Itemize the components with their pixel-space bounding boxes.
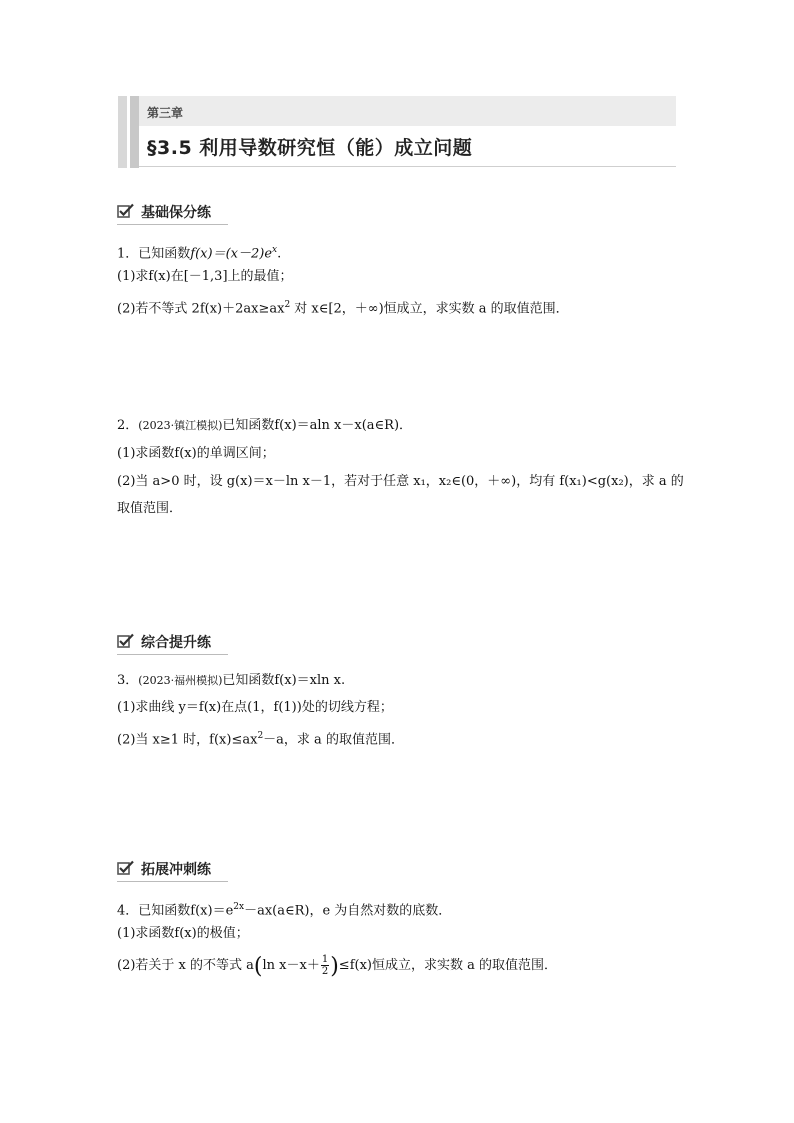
banner-stripe [118,96,127,168]
problem-1-part-1: (1)求f(x)在[－1,3]上的最值； [117,269,293,284]
problem-4-stem: 4．已知函数$f(x)=e^{2x}-ax(a\in R)$，e 为自然对数的底数． [117,902,452,919]
section-heading-extension [117,857,228,882]
checkbox-icon [117,860,134,875]
problem-4-part-1: (1)求函数f(x)的极值； [117,926,249,941]
problem-3-part-1: (1)求曲线 y＝f(x)在点(1，f(1))处的切线方程； [117,700,393,715]
checkbox-icon [117,203,134,218]
problem-2-part-2-cont: 取值范围． [117,501,183,516]
fraction-one-half: $\frac{1}{2}$ [321,954,329,977]
problem-3-stem: 3．(2023·福州模拟)已知函数f(x)＝xln x. [117,673,346,688]
section-label: 综合提升练 [141,635,211,651]
section-heading-basic [117,200,228,225]
problem-4-part-2: (2)若关于 x 的不等式 a(ln x－x＋ $\frac{1}{2}$ )≤f(x)恒成立，求实数 a 的取值范围． [117,954,557,979]
problem-2-part-2: (2)当 a>0 时，设 g(x)＝x－ln x－1，若对于任意 x₁，x₂∈(0，＋∞)，均有 f(x₁)<g(x₂)，求 a 的 [117,474,684,489]
checkbox-icon [117,633,134,648]
section-label: 基础保分练 [141,205,211,221]
section-label: 拓展冲刺练 [141,862,211,878]
problem-2-stem: 2．(2023·镇江模拟)已知函数f(x)＝aln x－x(a∈R)． [117,418,413,433]
problem-3-part-2: (2)当 x≥1 时，$f(x)\le ax^2-a$，求 a 的取值范围． [117,731,404,748]
chapter-label: 第三章 [147,106,184,120]
section-heading-comprehensive [117,630,228,655]
problem-1-part-2: (2)若不等式 $2f(x)+2ax\ge ax^2$ 对 x∈[2，＋∞)恒成立，求实数 a 的取值范围． [117,300,569,317]
banner-stripe [130,96,139,168]
chapter-banner [118,96,676,168]
page-title: §3.5 利用导数研究恒（能）成立问题 [147,137,473,159]
problem-1-stem: 1．已知函数$f(x)=(x-2)e^x$. [117,245,282,262]
problem-2-part-1: (1)求函数f(x)的单调区间； [117,446,275,461]
banner-top-bar [139,96,676,126]
